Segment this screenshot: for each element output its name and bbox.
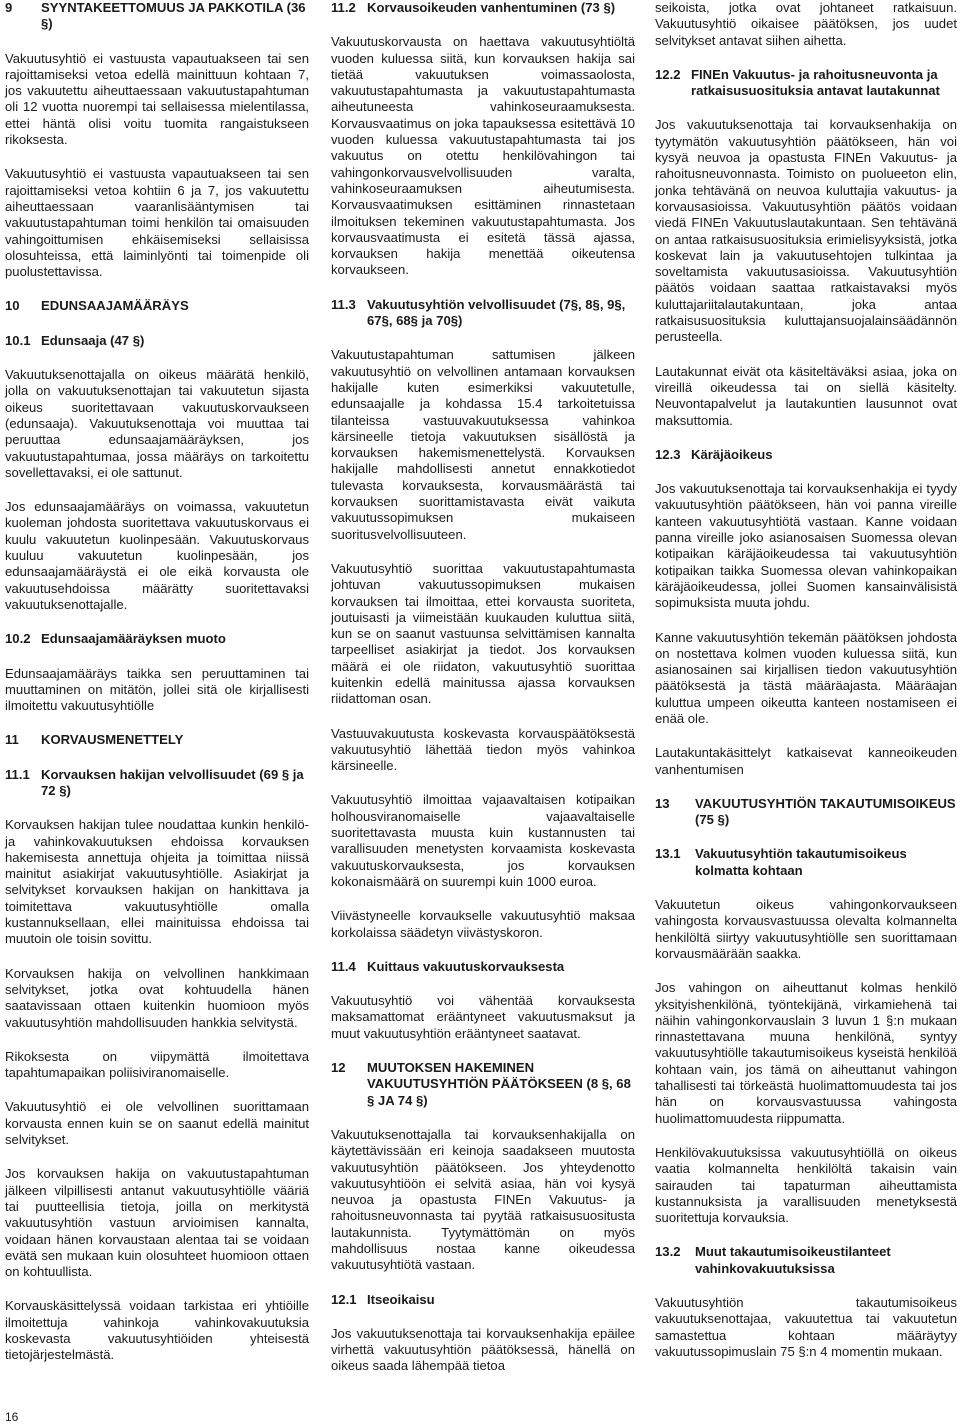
section-number: 9 bbox=[5, 0, 13, 15]
paragraph: Lautakuntakäsittelyt katkaisevat kanneoikeuden vanhentumisen bbox=[655, 745, 957, 777]
paragraph: Vakuutusyhtiö ei vastuusta vapautuakseen tai sen rajoittamiseksi vetoa edellä mainittuun kohtaan 7, jos vakuutettu aiheuttaessaan vakuutustapahtuman oli 12 vuotta nuorempi tai sellaisessa mielentilassa, ettei häntä olisi voitu tuomita rangaistukseen rikoksesta. bbox=[5, 50, 309, 148]
paragraph: Vakuutustapahtuman sattumisen jälkeen vakuutusyhtiö on velvollinen antamaan korvauksen hakijalle kuten esimerkiksi vakuutetulle, edunsaajalle ja kohdassa 15.4 tarkoitetuissa tilanteissa vastuuvakuutuksessa vahinkoa kärsineelle tietoja vakuutuksen sisällöstä ja korvauksen hakemismenettelystä. Korvauksen hakijalle mahdollisesti annetut ennakkotiedot tulevasta korvauksesta, korvausmäärästä tai korvauksen suorittamistavasta eivät vaikuta vakuutussopimuksen mukaiseen suoritusvelvollisuuteen. bbox=[331, 347, 635, 542]
section-12-1-heading bbox=[331, 1292, 635, 1308]
section-title: Edunsaajamääräyksen muoto bbox=[41, 631, 226, 647]
section-number: 13 bbox=[655, 795, 670, 811]
section-11-1-heading bbox=[5, 767, 309, 800]
paragraph: Jos vakuutuksenottaja tai korvauksenhakija ei tyydy vakuutusyhtiön päätökseen, hän voi panna vireille kanteen vakuutusyhtiötä vastaan. Kanne voidaan panna vireille joko asianosaisen Suomessa olevan kotipaikan käräjäoikeudessa tai vakuutusyhtiön kotipaikan taikka Suomessa olevan vahinkopaikan käräjäoikeudessa, jollei Suomen kansainvälisistä sopimuksista muuta johdu. bbox=[655, 481, 957, 611]
paragraph: Vakuutuskorvausta on haettava vakuutusyhtiöltä vuoden kuluessa siitä, kun korvauksen hakija sai tietää vakuutuksen voimassaolosta, vakuutustapahtumasta ja vakuutustapahtumasta aiheutuneesta vahinkoseuraamuksesta. Korvausvaatimus on joka tapauksessa esitettävä 10 vuoden kuluessa vakuutustapahtumasta tai jos vakuutus on otettu henkilövahingon tai vahingonkorvausvelvollisuuden varalta, vahinkoseuraamuksen aiheutumisesta. Korvausvaatimuksen esittäminen rinnastetaan ilmoituksen tekeminen vakuutustapahtumasta. Jos korvausvaatimusta ei esitetä tässä ajassa, korvauksen hakija menettää oikeutensa korvaukseen. bbox=[331, 34, 635, 278]
section-number: 11 bbox=[5, 732, 19, 748]
section-number: 12.1 bbox=[331, 1291, 357, 1307]
paragraph: Vakuutusyhtiö ei vastuusta vapautuakseen tai sen rajoittamiseksi vetoa kohtiin 6 ja 7, jos vakuutettu aiheuttaessaan vaaranlisääntymisen tai vakuutustapahtuman toimi henkilön tai omaisuuden vahingoittumisen ehkäisemiseksi sellaisissa olosuhteissa, että laiminlyönti tai toimenpide oli puolustettavissa. bbox=[5, 166, 309, 280]
paragraph: Korvauksen hakijan tulee noudattaa kunkin henkilö- ja vahinkovakuutuksen ehdoissa korvauksen hakemisesta annettuja ohjeita ja toimittaa niissä mainitut asiakirjat vakuutusyhtiölle. Asiakirjat ja selvitykset korvauksen hakijan on hankittava ja toimitettava vakuutusyhtiölle omalla kustannuksellaan, ellei mainituissa ehdoissa tai muutoin ole toisin sovittu. bbox=[5, 817, 309, 947]
section-number: 12 bbox=[331, 1060, 346, 1076]
section-number: 11.1 bbox=[5, 766, 30, 782]
section-10-1-heading bbox=[5, 333, 309, 349]
section-title: MUUTOKSEN HAKEMINEN VAKUUTUSYHTIÖN PÄÄTÖKSEEN (8 §, 68 § JA 74 §) bbox=[367, 1060, 631, 1108]
column-2 bbox=[331, 0, 635, 1393]
section-11-3-heading bbox=[331, 297, 635, 330]
paragraph: Edunsaajamääräys taikka sen peruuttaminen tai muuttaminen on mitätön, jollei sitä ole kirjallisesti ilmoitettu vakuutusyhtiölle bbox=[5, 665, 309, 714]
section-12-3-heading bbox=[655, 447, 957, 463]
paragraph: Vakuutuksenottajalla tai korvauksenhakijalla on käytettävissään eri keinoja saadakseen muutosta vakuutusyhtiön päätökseen. Jos yhteydenotto vakuutusyhtiöön ei selvitä asiaa, hän voi kysyä neuvoa ja opastusta FINEn Vakuutus- ja rahoitusneuvonnasta tai pyytää ratkaisusuositusta lautakunnista. Tyytymättömän on myös mahdollisuus nostaa kanne oikeudessa vakuutusyhtiötä vastaan. bbox=[331, 1126, 635, 1273]
paragraph: Kanne vakuutusyhtiön tekemän päätöksen johdosta on nostettava kolmen vuoden kuluessa siitä, kun asianosainen sai kirjallisen tiedon vakuutusyhtiön päätöksestä ja tästä määräajasta. Määräajan kuluttua umpeen oikeutta kanteen nostamiseen ei enää ole. bbox=[655, 629, 957, 726]
section-title: Korvausoikeuden vanhentuminen (73 §) bbox=[367, 0, 616, 15]
paragraph: Vakuutuksenottajalla on oikeus määrätä henkilö, jolla on vakuutuksenottajan tai vakuutetun sijasta oikeus suoritettavaan vakuutuskorvaukseen (edunsaaja). Vakuutuksenottaja voi muuttaa tai peruuttaa edunsaajamääräyksen, jos vakuutustapahtumaa, jossa määräys on tarkoitettu sovellettavaksi, ei ole sattunut. bbox=[5, 367, 309, 480]
section-title: Muut takautumisoikeustilanteet vahinkovakuutuksissa bbox=[695, 1244, 891, 1276]
paragraph: seikoista, jotka ovat johtaneet ratkaisuun. Vakuutusyhtiö oikaisee päätöksen, jos uudet selvitykset antavat siihen aihetta. bbox=[655, 0, 957, 48]
paragraph: Lautakunnat eivät ota käsiteltäväksi asiaa, joka on vireillä oikeudessa tai on siellä käsitelty. Neuvontapalvelut ja lautakuntien lausunnot ovat maksuttomia. bbox=[655, 363, 957, 428]
section-title: Korvauksen hakijan velvollisuudet (69 § ja 72 §) bbox=[41, 766, 304, 798]
section-title: Vakuutusyhtiön velvollisuudet (7§, 8§, 9§, 67§, 68§ ja 70§) bbox=[367, 296, 626, 329]
section-10-heading bbox=[5, 298, 309, 314]
section-number: 10 bbox=[5, 298, 20, 314]
section-12-2-heading bbox=[655, 67, 957, 100]
column-1 bbox=[5, 0, 309, 1382]
section-10-2-heading bbox=[5, 631, 309, 647]
section-title: Edunsaaja (47 §) bbox=[41, 332, 145, 348]
paragraph: Vakuutusyhtiö ilmoittaa vajaavaltaisen kotipaikan holhousviranomaiselle vajaavaltaiselle suoritettavasta muusta kuin kustannusten tai varallisuuden menetysten korvaamista koskevasta vakuutuskorvauksesta, jos korvauksen kokonaismäärä on suurempi kuin 1000 euroa. bbox=[331, 792, 635, 889]
paragraph: Vakuutusyhtiön takautumisoikeus vakuutuksenottajaa, vakuutettua tai vakuutetun samastettua kohtaan määräytyy vakuutussopimuslain 75 §:n 4 momentin mukaan. bbox=[655, 1295, 957, 1359]
paragraph: Henkilövakuutuksissa vakuutusyhtiöllä on oikeus vaatia kolmannelta henkilöltä takaisin vain sairauden tai tapaturman aiheuttamista kustannuksista ja varallisuuden menetyksestä suoritettuja korvauksia. bbox=[655, 1144, 957, 1226]
section-title: VAKUUTUSYHTIÖN TAKAUTUMISOIKEUS (75 §) bbox=[695, 795, 956, 828]
section-number: 13.1 bbox=[655, 846, 681, 862]
section-number: 10.2 bbox=[5, 631, 31, 647]
paragraph: Vakuutusyhtiö suorittaa vakuutustapahtumasta johtuvan vakuutussopimuksen mukaisen korvauksen tai ilmoittaa, ettei korvausta suoriteta, joutuisasti ja viimeistään kuukauden kuluttua siitä, kun se on saanut vastuunsa selvittämisen kannalta tarpeelliset asiakirjat ja tiedot. Jos korvauksen määrä ei ole riidaton, vakuutusyhtiö suorittaa kuitenkin edellä mainitussa ajassa korvauksen riidattoman osan. bbox=[331, 560, 635, 707]
paragraph: Jos vakuutuksenottaja tai korvauksenhakija on tyytymätön vakuutusyhtiön päätökseen, hän voi kysyä neuvoa ja opastusta FINEn Vakuutus- ja rahoitusneuvonnasta. Toimisto on puolueeton elin, jonka tehtävänä on neuvoa kuluttajia vakuutus- ja korvausasioissa. Vakuutusyhtiön päätös voidaan viedä FINEn Vakuutuslautakuntaan. Sen tehtävänä on antaa ratkaisusuosituksia erimielisyyksistä, jotka koskevat lain ja vakuutusehtojen tulkintaa ja soveltamista vakuutusasioissa. Vakuutusyhtiön päätös voidaan saattaa ratkaistavaksi myös kuluttajariitalautakuntaan, joka antaa ratkaisusuosituksia kuluttajansuojalainsäädännön perusteella. bbox=[655, 117, 957, 345]
paragraph: Viivästyneelle korvaukselle vakuutusyhtiö maksaa korkolaissa säädetyn viivästyskoron. bbox=[331, 908, 635, 940]
section-11-heading bbox=[5, 732, 309, 748]
paragraph: Vakuutetun oikeus vahingonkorvaukseen vahingosta korvausvastuussa olevalta kolmannelta henkilöltä siirtyy vakuutusyhtiölle sen suorittamaan korvausmäärään saakka. bbox=[655, 897, 957, 961]
section-11-4-heading bbox=[331, 959, 635, 975]
paragraph: Rikoksesta on viipymättä ilmoitettava tapahtumapaikan poliisiviranomaiselle. bbox=[5, 1048, 309, 1081]
paragraph: Jos korvauksen hakija on vakuutustapahtuman jälkeen vilpillisesti antanut vakuutusyhtiölle vääriä tai puutteellisia tietoja, joilla on merkitystä vakuutusyhtiön vastuun arvioimisen kannalta, voidaan hänen korvaustaan alentaa tai se voidaan evätä sen mukaan kuin olosuhteet huomioon ottaen on kohtuullista. bbox=[5, 1166, 309, 1280]
paragraph: Vakuutusyhtiö ei ole velvollinen suorittamaan korvausta ennen kuin se on saanut edellä mainitut selvitykset. bbox=[5, 1099, 309, 1148]
paragraph: Vastuuvakuutusta koskevasta korvauspäätöksestä vakuutusyhtiö lähettää tiedon myös vahinkoa kärsineelle. bbox=[331, 725, 635, 774]
column-3 bbox=[655, 0, 957, 1378]
section-title: FINEn Vakuutus- ja rahoitusneuvonta ja ratkaisusuosituksia antavat lautakunnat bbox=[691, 66, 940, 99]
section-13-heading bbox=[655, 796, 957, 829]
section-number: 11.2 bbox=[331, 0, 356, 15]
paragraph: Korvauksen hakija on velvollinen hankkimaan selvitykset, jotka ovat kohtuudella hänen saatavissaan ottaen kuitenkin huomioon myös vakuutusyhtiön mahdollisuuden hankkia selvitystä. bbox=[5, 965, 309, 1030]
section-title: Itseoikaisu bbox=[367, 1291, 435, 1307]
section-title: EDUNSAAJAMÄÄRÄYS bbox=[41, 298, 189, 314]
section-number: 12.3 bbox=[655, 446, 681, 462]
paragraph: Korvauskäsittelyssä voidaan tarkistaa eri yhtiöille ilmoitettuja vahinkoja vahinkovakuutuksia koskevasta vakuutusyhtiöiden yhteisestä tietojärjestelmästä. bbox=[5, 1298, 309, 1363]
paragraph: Jos vahingon on aiheuttanut kolmas henkilö yksityishenkilönä, työntekijänä, virkamiehenä tai näihin vahingonkorvauslain 3 luvun 1 §:n mukaan rinnastettavana muuna henkilönä, syntyy vakuutusyhtiölle takautumisoikeus kyseistä henkilöä kohtaan vain, jos tämä on aiheuttanut vahingon tahallisesti tai törkeästä huolimattomuudesta tai jos hän on korvausvastuussa vahingosta huolimattomuudesta riippumatta. bbox=[655, 980, 957, 1126]
section-title: Kuittaus vakuutuskorvauksesta bbox=[367, 958, 565, 974]
section-9-heading bbox=[5, 0, 309, 33]
paragraph: Vakuutusyhtiö voi vähentää korvauksesta maksamattomat erääntyneet vakuutusmaksut ja muut vakuutusyhtiön erääntyneet saatavat. bbox=[331, 993, 635, 1041]
paragraph: Jos vakuutuksenottaja tai korvauksenhakija epäilee virhettä vakuutusyhtiön päätöksessä, hänellä on oikeus saada lähempää tietoa bbox=[331, 1325, 635, 1374]
section-number: 13.2 bbox=[655, 1244, 681, 1260]
page-number: 16 bbox=[5, 1410, 19, 1424]
section-title: KORVAUSMENETTELY bbox=[41, 732, 184, 748]
paragraph: Jos edunsaajamääräys on voimassa, vakuutetun kuoleman johdosta suoritettava vakuutuskorvaus ei kuulu vakuutetun kuolinpesään. Vakuutuskorvaus kuuluu vakuutetun kuolinpesään, jos edunsaajamääräystä ei ole eikä korvausta ole vakuutusehdoissa määrätty suoritettavaksi vakuutuksenottajalle. bbox=[5, 499, 309, 612]
section-13-2-heading bbox=[655, 1244, 957, 1277]
section-title: Vakuutusyhtiön takautumisoikeus kolmatta kohtaan bbox=[695, 846, 907, 878]
section-title: Käräjäoikeus bbox=[691, 446, 773, 462]
section-12-heading bbox=[331, 1060, 635, 1109]
section-11-2-heading bbox=[331, 0, 635, 16]
section-number: 10.1 bbox=[5, 332, 31, 348]
section-number: 12.2 bbox=[655, 66, 681, 82]
section-13-1-heading bbox=[655, 846, 957, 879]
section-title: SYYNTAKEETTOMUUS JA PAKKOTILA (36 §) bbox=[41, 0, 306, 32]
section-number: 11.4 bbox=[331, 958, 356, 974]
section-number: 11.3 bbox=[331, 296, 356, 312]
